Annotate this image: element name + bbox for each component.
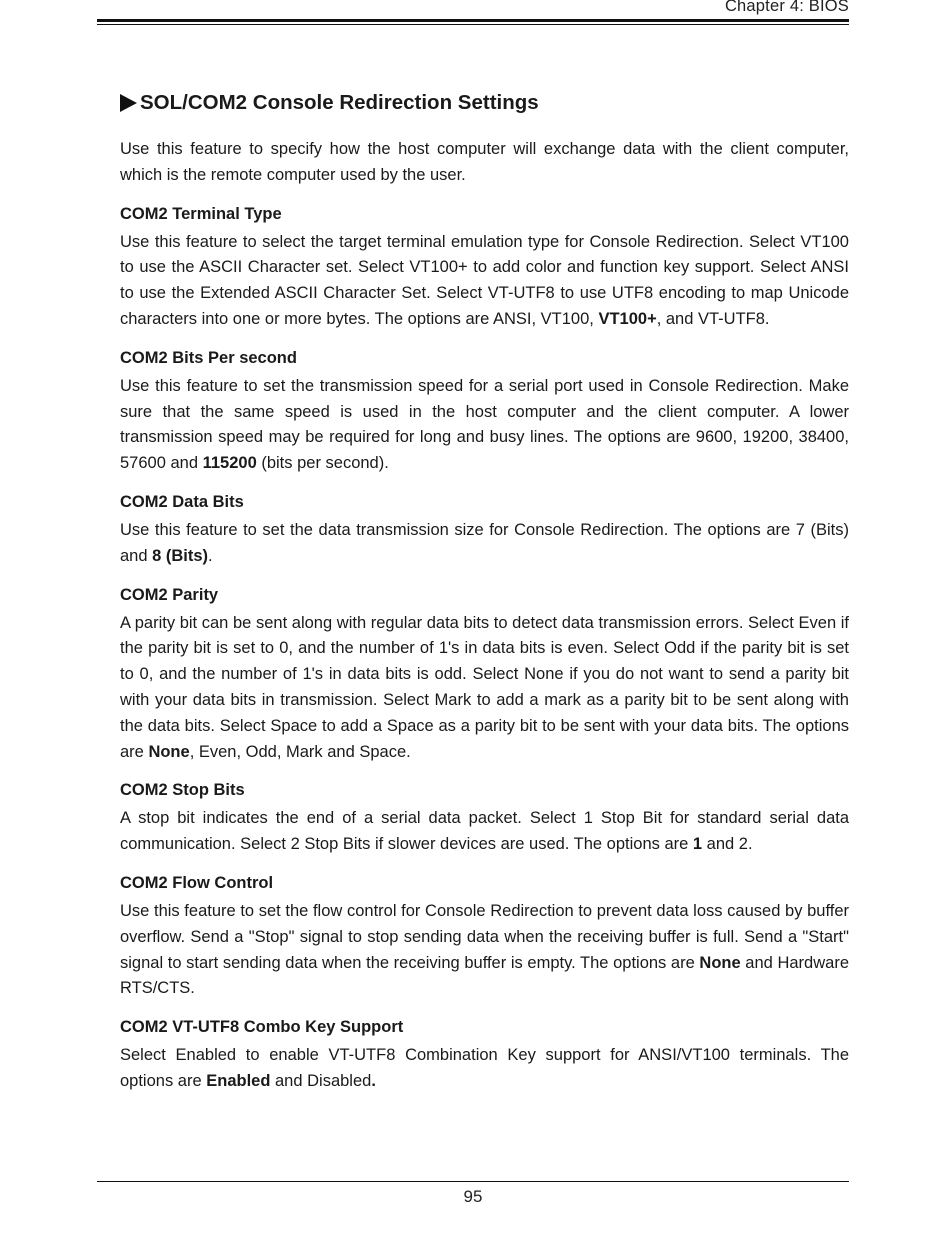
flow-control-heading: COM2 Flow Control (120, 873, 274, 892)
page-content (120, 88, 849, 1109)
flow-control-text-b: and Hardware RTS/CTS. (120, 953, 849, 998)
terminal-type-heading: COM2 Terminal Type (120, 204, 282, 223)
terminal-type-text-b: , and VT-UTF8. (656, 309, 770, 328)
parity-description (120, 611, 849, 766)
stop-bits-text-a: A stop bit indicates the end of a serial data packet. Select 1 Stop Bit for standard serial data communication. Select 2 Stop Bits if slower devices are used. The options are (120, 809, 849, 854)
page-header (97, 0, 849, 28)
stop-bits-description (120, 806, 849, 858)
data-bits-text-b: . (208, 546, 213, 565)
parity-default: None (148, 742, 190, 761)
parity-heading: COM2 Parity (120, 585, 219, 604)
parity-text-a: A parity bit can be sent along with regular data bits to detect data transmission errors. Select Even if the parity bit is set to 0, and the number of 1's in data bits is even. Select Odd if the parity bit is set to 0, and the number of 1's in data bits is odd. Select None if you do not want to send a parity bit with your data bits in transmission. Select Mark to add a mark as a parity bit to be sent along with the data bits. Select Space to add a Space as a parity bit to be sent with your data bits. The options are (120, 613, 849, 761)
combo-key-text-a: Select Enabled to enable VT-UTF8 Combination Key support for ANSI/VT100 terminals. The options are (120, 1046, 849, 1090)
footer-rule (97, 1181, 849, 1182)
data-bits-text-a: Use this feature to set the data transmission size for Console Redirection. The options are 7 (Bits) and (120, 520, 849, 565)
bits-per-second-text-b: (bits per second). (256, 454, 389, 473)
bits-per-second-description (120, 374, 849, 477)
flow-control-text-a: Use this feature to set the flow control for Console Redirection to prevent data loss caused by buffer overflow. Send a "Stop" signal to stop sending data when the receiving buffer is full. Send a "Start" signal to start sending data when the receiving buffer is empty. The options are (120, 901, 849, 972)
bits-per-second-default: 115200 (202, 454, 257, 473)
data-bits-description (120, 518, 849, 570)
data-bits-default: 8 (Bits) (152, 546, 209, 565)
parity-text-b: , Even, Odd, Mark and Space. (189, 742, 411, 761)
terminal-type-description (120, 230, 849, 333)
combo-key-text-b: and Disabled (270, 1071, 372, 1090)
header-rule-thick (97, 19, 849, 22)
stop-bits-default: 1 (692, 835, 703, 854)
page-number: 95 (463, 1187, 483, 1206)
terminal-type-text-a: Use this feature to select the target terminal emulation type for Console Redirection. Select VT100 to use the ASCII Character set. Select VT100+ to add color and function key support. Select ANSI to use the Extended ASCII Character Set. Select VT-UTF8 to use UTF8 encoding to map Unicode characters into one or more bytes. The options are ANSI, VT100, (120, 232, 849, 328)
chapter-label: Chapter 4: BIOS (724, 0, 849, 15)
triangle-bullet-icon (120, 94, 137, 112)
section-title (120, 88, 849, 118)
stop-bits-heading: COM2 Stop Bits (120, 781, 245, 800)
stop-bits-text-b: and 2. (702, 835, 753, 854)
bits-per-second-heading: COM2 Bits Per second (120, 348, 297, 367)
terminal-type-default: VT100+ (598, 309, 657, 328)
combo-key-heading: COM2 VT-UTF8 Combo Key Support (120, 1018, 404, 1037)
flow-control-description (120, 899, 849, 1002)
flow-control-default: None (699, 953, 741, 972)
combo-key-end-period: . (371, 1071, 376, 1090)
header-rule-thin (97, 24, 849, 25)
combo-key-default: Enabled (206, 1071, 271, 1090)
section-title-text: SOL/COM2 Console Redirection Settings (140, 91, 539, 114)
section-intro: Use this feature to specify how the host computer will exchange data with the client computer, which is the remote computer used by the user. (120, 140, 849, 184)
bits-per-second-text-a: Use this feature to set the transmission speed for a serial port used in Console Redirection. Make sure that the same speed is used in the host computer and the client computer. A lower transmission speed may be required for long and busy lines. The options are 9600, 19200, 38400, 57600 and (120, 376, 849, 473)
data-bits-heading: COM2 Data Bits (120, 492, 244, 511)
combo-key-description (120, 1043, 849, 1095)
